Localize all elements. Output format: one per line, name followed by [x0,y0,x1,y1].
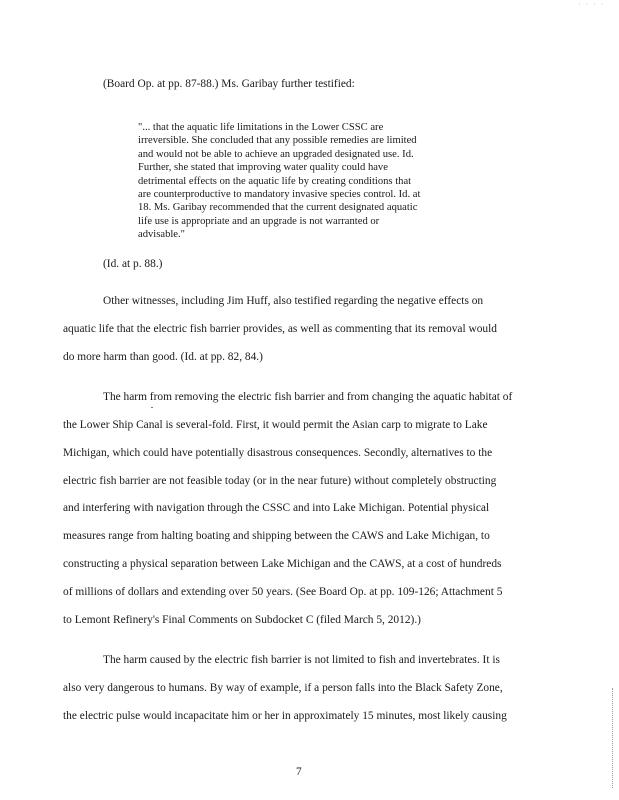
page-number: 7 [296,766,302,778]
quote-line: irreversible. She concluded that any possible remedies are limited [138,135,417,147]
paragraph-1-line: Other witnesses, including Jim Huff, also testified regarding the negative effects on [103,295,484,307]
paragraph-2-line: and interfering with navigation through the CSSC and into Lake Michigan. Potential physical [63,502,490,514]
paragraph-1-line: do more harm than good. (Id. at pp. 82, 84.) [63,351,263,363]
paragraph-2-line: electric fish barrier are not feasible today (or in the near future) without completely obstructing [63,475,497,487]
edge-marks [612,688,615,788]
quote-line: Further, she stated that improving water quality could have [138,162,388,174]
quote-line: "... that the aquatic life limitations in the Lower CSSC are [138,122,384,133]
corner-mark: · · · · [578,2,605,8]
paragraph-2-line: to Lemont Refinery's Final Comments on Subdocket C (filed March 5, 2012).) [63,614,421,626]
paragraph-3-line: also very dangerous to humans. By way of example, if a person falls into the Black Safety Zone, [63,682,503,694]
scan-speck [151,407,153,408]
quote-line: and would not be able to achieve an upgraded designated use. Id. [138,148,414,160]
paragraph-3-line: The harm caused by the electric fish barrier is not limited to fish and invertebrates. It is [103,654,500,666]
quote-line: life use is appropriate and an upgrade is not warranted or [138,215,380,227]
paragraph-2-line: constructing a physical separation between Lake Michigan and the CAWS, at a cost of hundreds [63,558,502,570]
paragraph-2-line: The harm from removing the electric fish barrier and from changing the aquatic habitat of [103,391,513,403]
paragraph-2-line: measures range from halting boating and shipping between the CAWS and Lake Michigan, to [63,530,490,542]
paragraph-2-line: Michigan, which could have potentially disastrous consequences. Secondly, alternatives to the [63,447,493,459]
citation: (Id. at p. 88.) [103,258,163,270]
paragraph-1-line: aquatic life that the electric fish barrier provides, as well as commenting that its removal would [63,323,497,335]
paragraph-2-line: of millions of dollars and extending over 50 years. (See Board Op. at pp. 109-126; Attachment 5 [63,586,503,598]
intro-line: (Board Op. at pp. 87-88.) Ms. Garibay further testified: [103,78,355,90]
quote-line: detrimental effects on the aquatic life by creating conditions that [138,175,412,187]
paragraph-3-line: the electric pulse would incapacitate him or her in approximately 15 minutes, most likely causing [63,710,507,722]
quote-line: are counterproductive to mandatory invasive species control. Id. at [138,189,421,201]
quote-line: advisable." [138,229,185,241]
paragraph-2-line: the Lower Ship Canal is several-fold. First, it would permit the Asian carp to migrate to Lake [63,419,488,431]
block-quote [138,121,420,242]
quote-line: 18. Ms. Garibay recommended that the current designated aquatic [138,202,418,214]
